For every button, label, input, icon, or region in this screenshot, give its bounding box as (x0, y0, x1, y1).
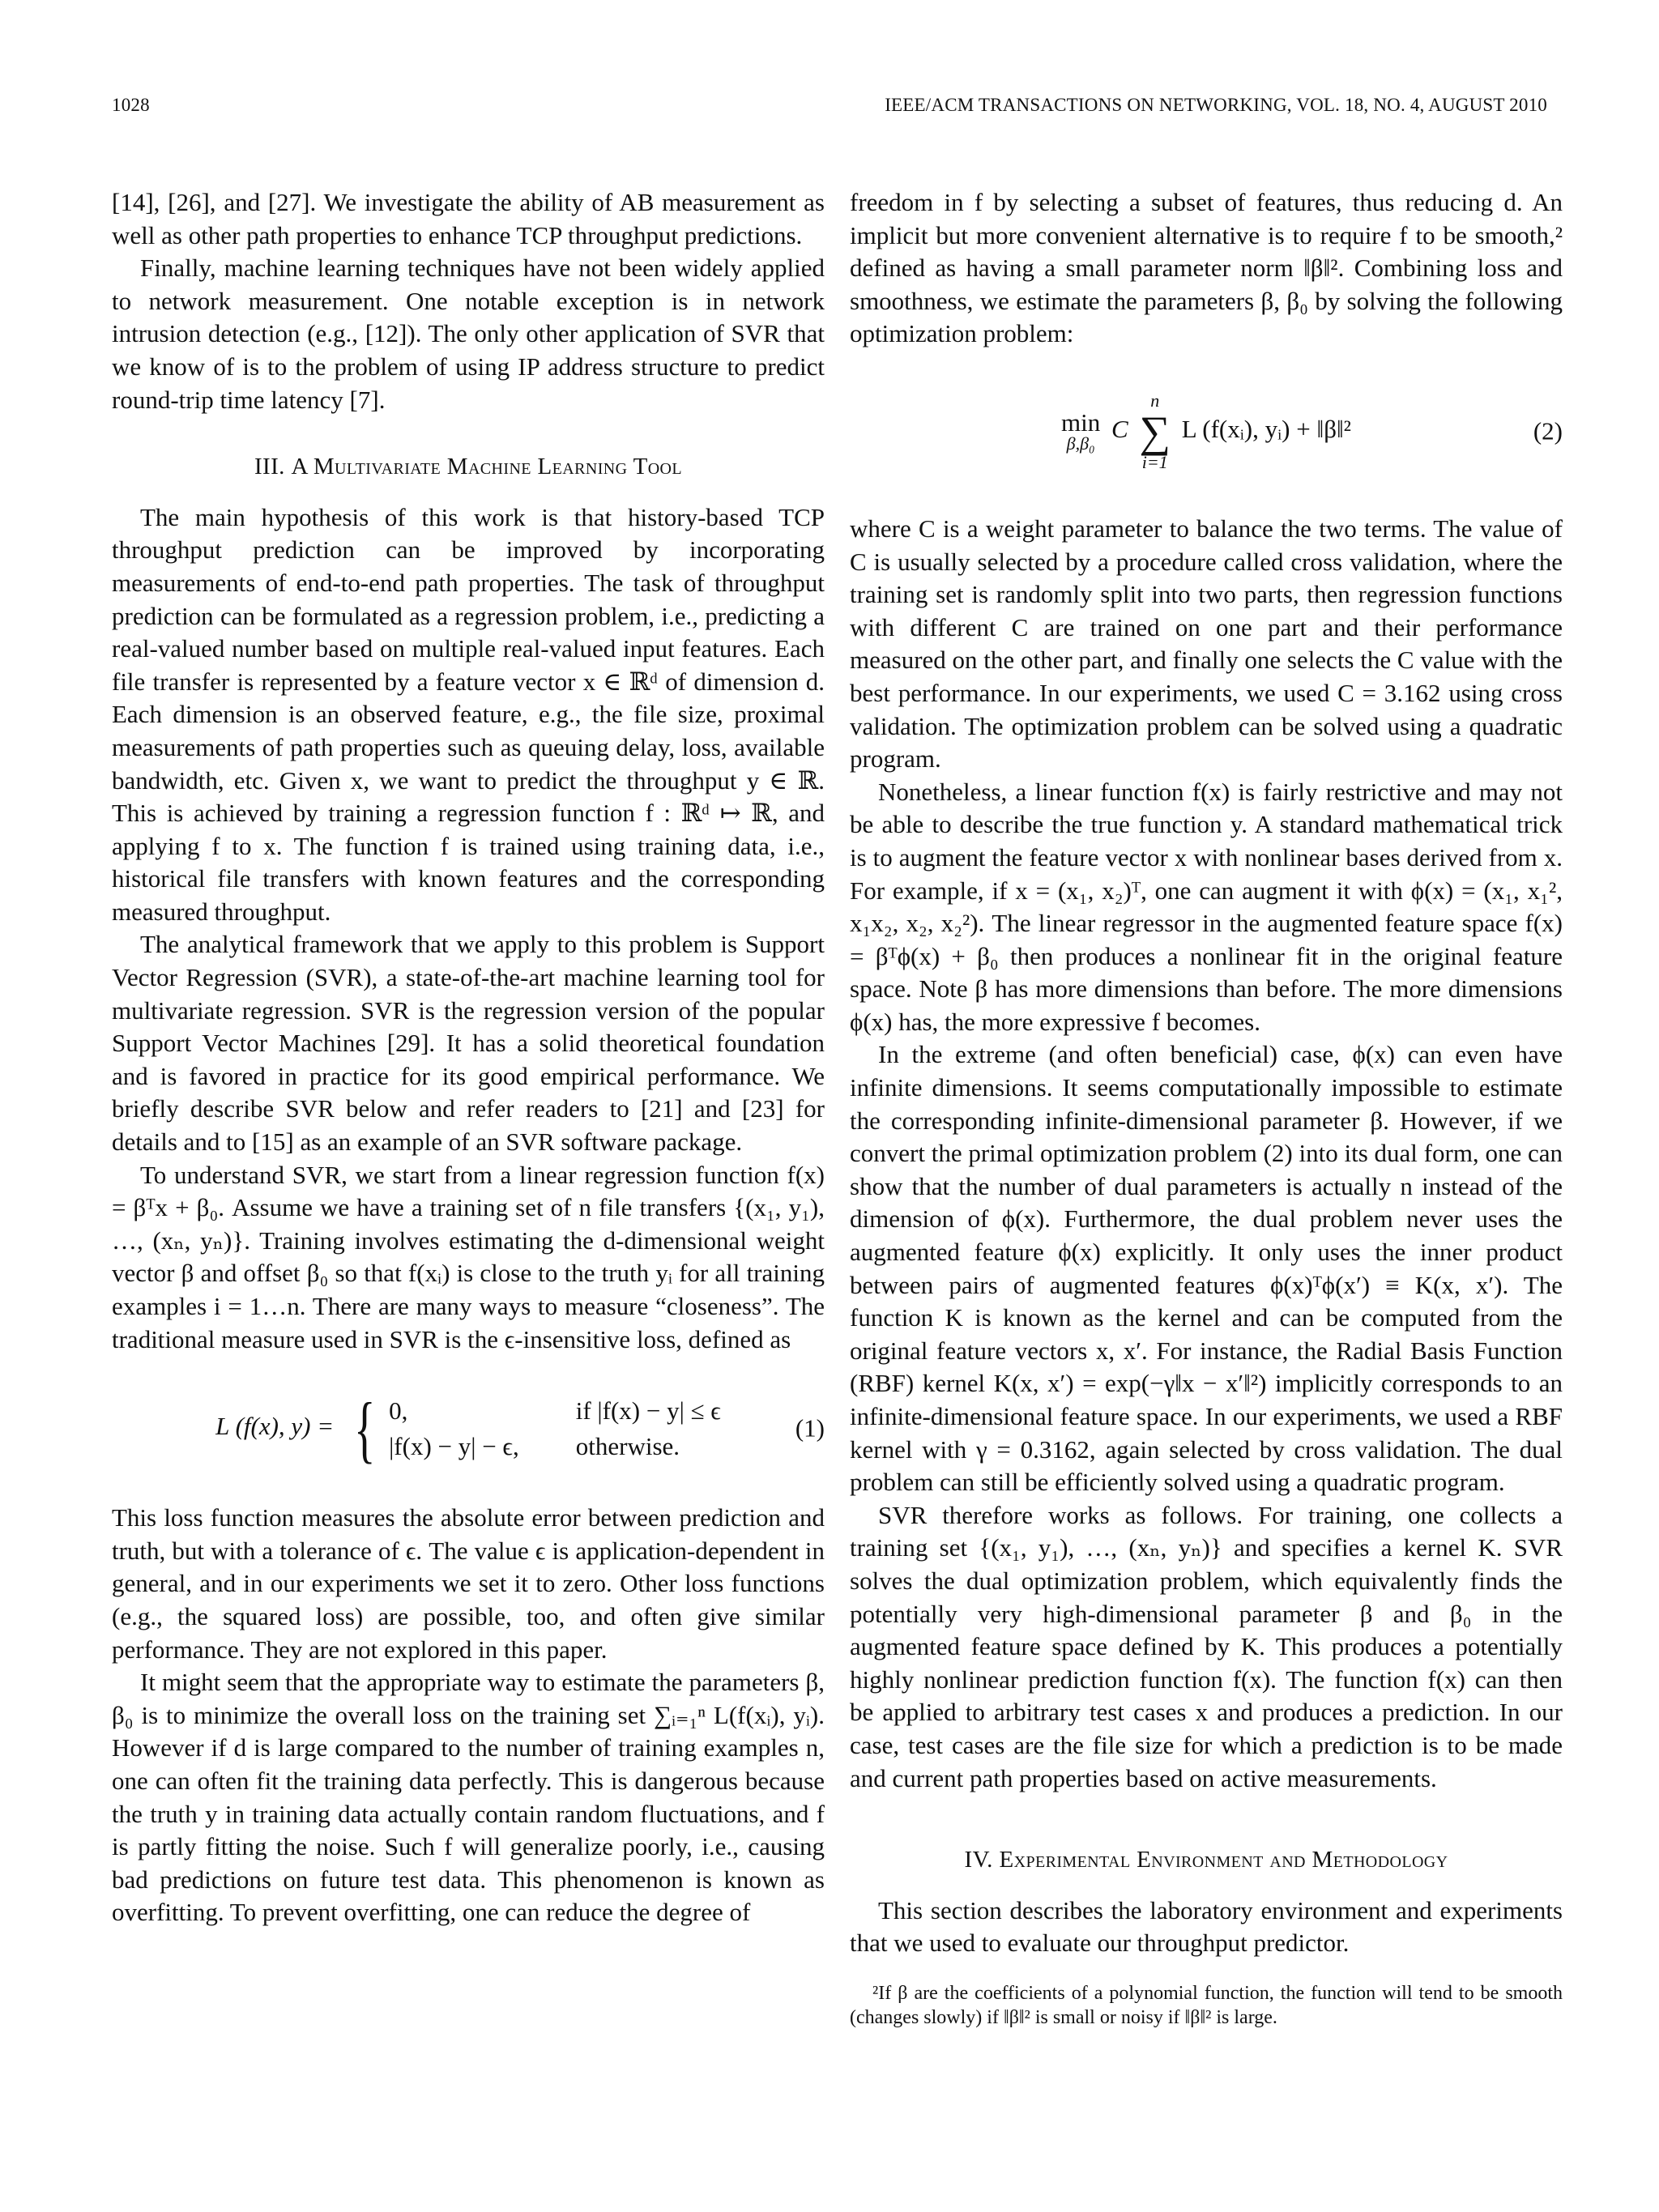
paragraph: Finally, machine learning techniques have not been widely applied to network measurement. One notable exception is in network intrusion detection (e.g., [12]). The only other application of SVR that we know of is to the problem of using IP address structure to predict round-trip time latency [7]. (112, 254, 825, 414)
paragraph: This loss function measures the absolute error between prediction and truth, but with a tolerance of ϵ. The value ϵ is application-dependent in general, and in our experiments we set it to zero. Other loss functions (e.g., the squared loss) are possible, too, and often give similar performance. They are not explored in this paper. (112, 1503, 825, 1664)
case-condition: if |f(x) − y| ≤ ϵ (575, 1396, 721, 1425)
paragraph: It might seem that the appropriate way to estimate the parameters β, β₀ is to minimize the overall loss on the training set ∑ᵢ₌₁ⁿ L(f(xᵢ), yᵢ). However if d is large compared to the number of training examples n, one can often fit the training data perfectly. This is dangerous because the truth y in training data actually contain random fluctuations, and f is partly fitting the noise. Such f will generalize poorly, i.e., causing bad predictions on future test data. This phenomenon is known as overfitting. To prevent overfitting, one can reduce the degree of (112, 1668, 825, 1927)
equation-body (1061, 392, 1351, 471)
section-number: III. (254, 454, 285, 480)
equation-number: (1) (795, 1413, 825, 1443)
cases-table (389, 1395, 721, 1464)
equation-1 (112, 1380, 825, 1477)
paragraph: The analytical framework that we apply to this problem is Support Vector Regression (SVR), a state-of-the-art machine learning tool for multivariate regression. SVR is the regression version of the popular Support Vector Machines [29]. It has a solid theoretical foundation and is favored in practice for its good empirical performance. We briefly describe SVR below and refer readers to [21] and [23] for details and to [15] as an example of an SVR software package. (112, 930, 825, 1157)
footnote: ²If β are the coefficients of a polynomial function, the function will tend to be smooth (changes slowly) if ‖β‖² is small or noisy if ‖β‖² is large. (850, 1982, 1563, 2028)
running-header: IEEE/ACM TRANSACTIONS ON NETWORKING, VOL. 18, NO. 4, AUGUST 2010 (885, 95, 1547, 115)
summation (1139, 392, 1171, 471)
section-heading (112, 450, 825, 484)
left-column (112, 186, 825, 1929)
section-heading (850, 1843, 1563, 1877)
right-column (850, 186, 1563, 2030)
paragraph: freedom in f by selecting a subset of features, thus reducing d. An implicit but more convenient alternative is to require f to be smooth,² defined as having a small parameter norm ‖β‖². Combining loss and smoothness, we estimate the parameters β, β₀ by solving the following optimization problem: (850, 188, 1563, 348)
paragraph: To understand SVR, we start from a linear regression function f(x) = βᵀx + β₀. Assume we have a training set of n file transfers {(x₁, y₁), …, (xₙ, yₙ)}. Training involves estimating the d-dimensional weight vector β and offset β₀ so that f(xᵢ) is close to the truth yᵢ for all training examples i = 1…n. There are many ways to measure “closeness”. The traditional measure used in SVR is the ϵ-insensitive loss, defined as (112, 1160, 825, 1353)
paragraph: SVR therefore works as follows. For training, one collects a training set {(x₁, y₁), …, (xₙ, yₙ)} and specifies a kernel K. SVR solves the dual optimization problem, which equivalently finds the potentially very high-dimensional parameter β and β₀ in the augmented feature space defined by K. This produces a potentially highly nonlinear prediction function f(x). The function f(x) can then be applied to arbitrary test cases x and produces a prediction. In our case, test cases are the file size for which a prediction is to be made and current path properties based on active measurements. (850, 1500, 1563, 1792)
equation-body (215, 1387, 721, 1471)
case-value: |f(x) − y| − ϵ, (389, 1432, 519, 1461)
page-number: 1028 (112, 95, 150, 115)
paragraph: In the extreme (and often beneficial) case, ϕ(x) can even have infinite dimensions. It seems computationally impossible to estimate the corresponding infinite-dimensional parameter β. However, if we convert the primal optimization problem (2) into its dual form, one can show that the number of dual parameters is actually n instead of the dimension of ϕ(x). Furthermore, the dual problem never uses the augmented feature ϕ(x) explicitly. It only uses the inner product between pairs of augmented features ϕ(x)ᵀϕ(x′) ≡ K(x, x′). The function K is known as the kernel and can be computed from the original feature vectors x, x′. For instance, the Radial Basis Function (RBF) kernel K(x, x′) = exp(−γ‖x − x′‖²) implicitly corresponds to an infinite-dimensional feature space. In our experiments, we used a RBF kernel with γ = 0.3162, again selected by cross validation. The dual problem can still be efficiently solved using a quadratic program. (850, 1040, 1563, 1497)
weight-C: C (1111, 415, 1128, 444)
paragraph: The main hypothesis of this work is that history-based TCP throughput prediction can be improved by incorporating measurements of end-to-end path properties. The task of throughput prediction can be formulated as a regression problem, i.e., predicting a real-valued number based on multiple real-valued input features. Each file transfer is represented by a feature vector x ∈ ℝᵈ of dimension d. Each dimension is an observed feature, e.g., the file size, proximal measurements of path properties such as queuing delay, loss, available bandwidth, etc. Given x, we want to predict the throughput y ∈ ℝ. This is achieved by training a regression function f : ℝᵈ ↦ ℝ, and applying f to x. The function f is trained using training data, i.e., historical file transfers with known features and the corresponding measured throughput. (112, 502, 825, 926)
case-value: 0, (389, 1396, 408, 1425)
case-condition: otherwise. (575, 1432, 680, 1461)
section-title: Experimental Environment and Methodology (999, 1847, 1448, 1873)
paragraph: where C is a weight parameter to balance the two terms. The value of C is usually selected by a procedure called cross validation, where the training set is randomly split into two parts, then regression functions with different C are trained on one part and their performance measured on the other part, and finally one selects the C value with the best performance. In our experiments, we used C = 3.162 using cross validation. The optimization problem can be solved using a quadratic program. (850, 514, 1563, 774)
paragraph: Nonetheless, a linear function f(x) is fairly restrictive and may not be able to describe the true function y. A standard mathematical trick is to augment the feature vector x with nonlinear bases derived from x. For example, if x = (x₁, x₂)ᵀ, one can augment it with ϕ(x) = (x₁, x₁², x₁x₂, x₂, x₂²). The linear regressor in the augmented feature space f(x) = βᵀϕ(x) + β₀ then produces a nonlinear fit in the original feature space. Note β has more dimensions than before. The more dimensions ϕ(x) has, the more expressive f becomes. (850, 777, 1563, 1036)
section-title: A Multivariate Machine Learning Tool (291, 454, 682, 480)
equation-2 (850, 375, 1563, 488)
equation-lhs: L (f(x), y) = (215, 1412, 335, 1441)
sum-upper: n (1150, 390, 1160, 411)
min-label: min (1061, 408, 1101, 437)
paragraph: This section describes the laboratory environment and experiments that we used to evaluate our throughput predictor. (850, 1895, 1563, 1958)
min-subscript: β,β₀ (1066, 433, 1095, 454)
brace-symbol: { (353, 1387, 376, 1471)
sigma-symbol: ∑ (1139, 407, 1171, 456)
min-operator (1061, 410, 1100, 453)
paragraph: [14], [26], and [27]. We investigate the ability of AB measurement as well as other path properties to enhance TCP throughput predictions. (112, 188, 825, 249)
sum-lower: i=1 (1141, 451, 1168, 472)
equation-number: (2) (1533, 416, 1563, 445)
cases (340, 1387, 721, 1471)
equation-rest: L (f(xᵢ), yᵢ) + ‖β‖² (1181, 415, 1351, 444)
section-number: IV. (964, 1847, 993, 1873)
